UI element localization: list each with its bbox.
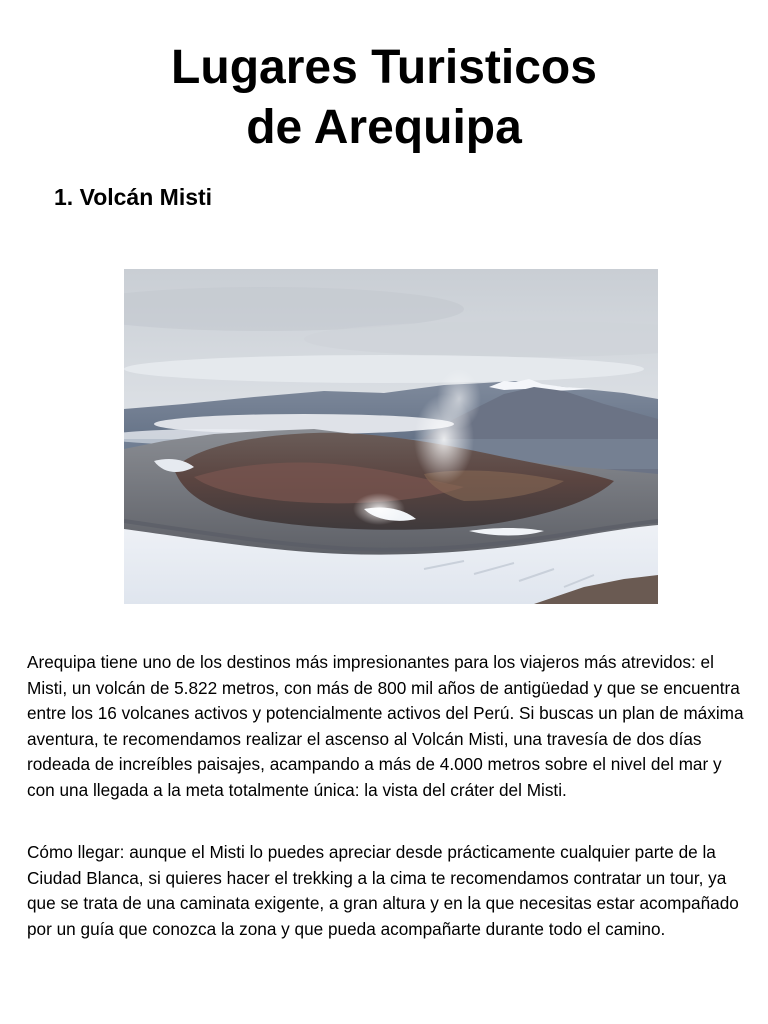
misti-volcano-photo (124, 269, 658, 604)
page-title (0, 38, 768, 158)
paragraph-how-to-get-there: Cómo llegar: aunque el Misti lo puedes apreciar desde prácticamente cualquier parte de la Ciudad Blanca, si quieres hacer el trekking a la cima te recomendamos contratar un tour, ya que se trata de una caminata exigente, a gran altura y en la que necesitas estar acompañado por un guía que conozca la zona y que pueda acompañarte durante todo el camino. (27, 842, 739, 939)
title-line-2: de Arequipa (246, 101, 522, 154)
paragraph-description: Arequipa tiene uno de los destinos más impresionantes para los viajeros más atrevidos: el Misti, un volcán de 5.822 metros, con más de 800 mil años de antigüedad y que se encuentra entre los 16 volcanes activos y potencialmente activos del Perú. Si buscas un plan de máxima aventura, te recomendamos realizar el ascenso al Volcán Misti, una travesía de dos días rodeada de increíbles paisajes, acampando a más de 4.000 metros sobre el nivel del mar y con una llegada a la meta totalmente única: la vista del cráter del Misti. (27, 652, 744, 800)
title-line-1: Lugares Turisticos (171, 41, 597, 94)
section-heading: 1. Volcán Misti (54, 184, 213, 210)
